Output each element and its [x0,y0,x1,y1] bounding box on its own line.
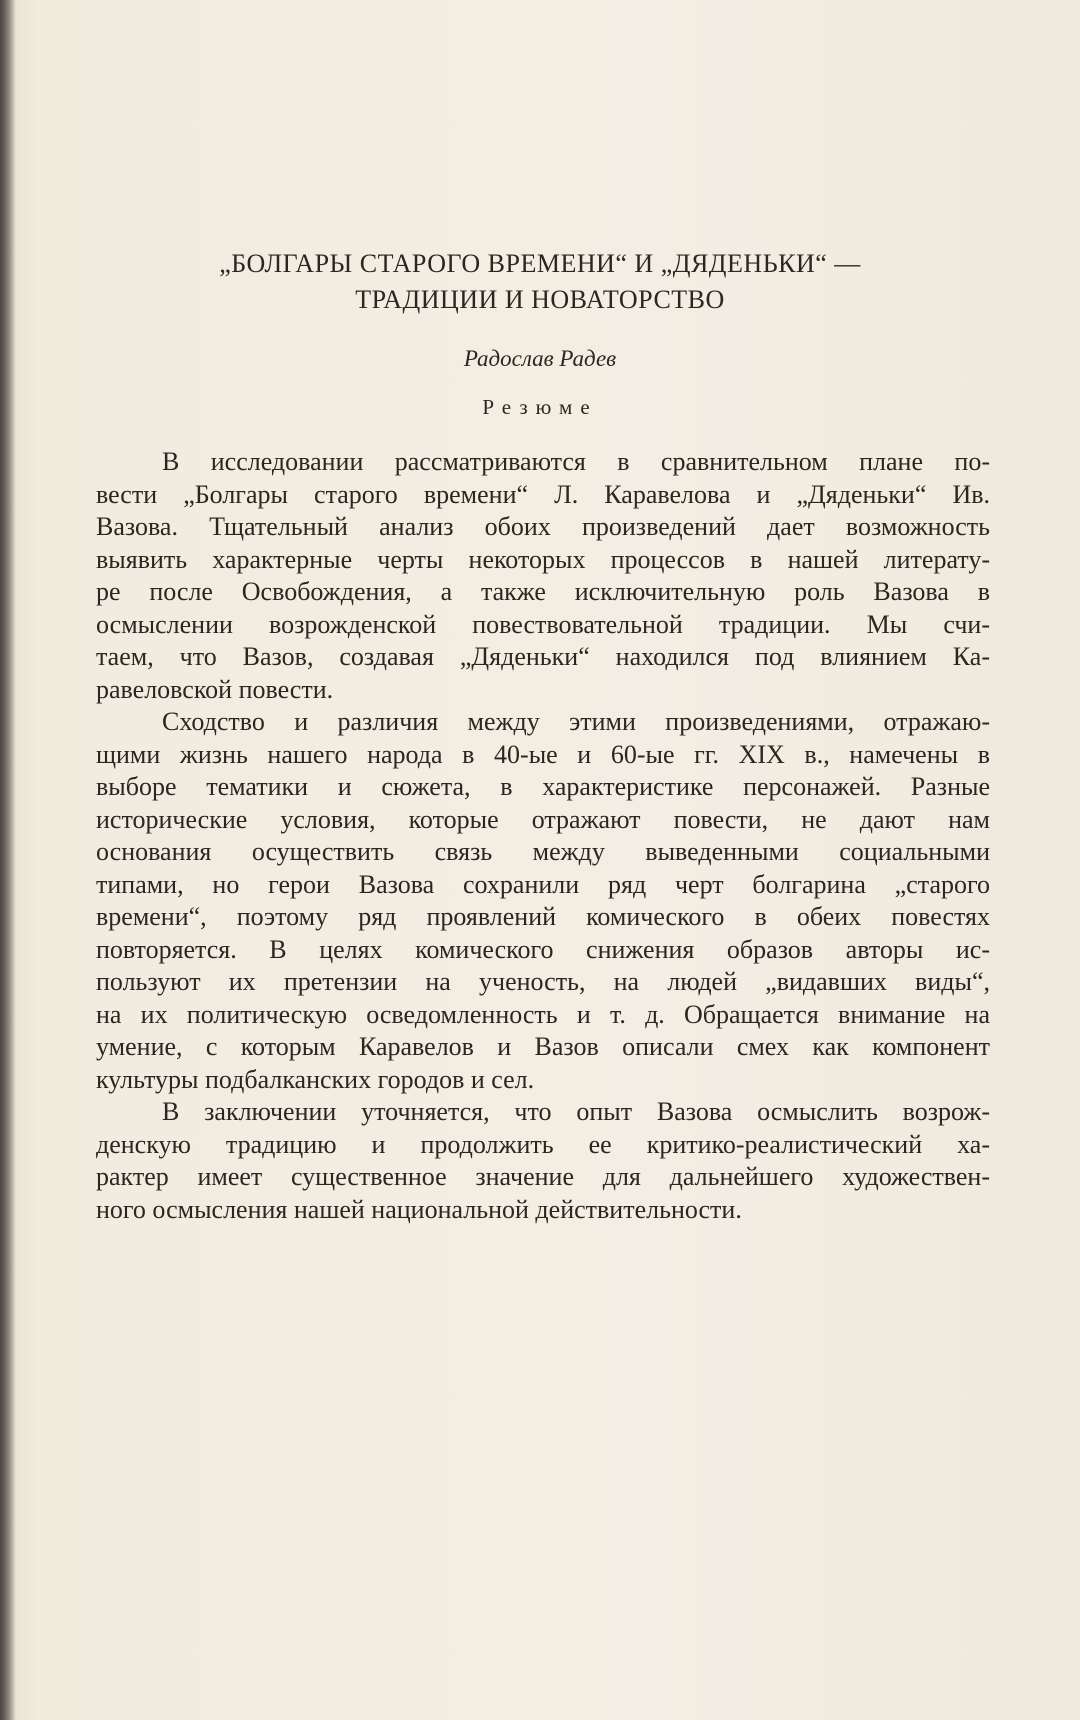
paragraph-line: умение, с которым Каравелов и Вазов описали смех как компонент [96,1032,990,1061]
paragraph-3 [96,1096,990,1226]
summary-body [90,446,990,1226]
paragraph-line: денскую традицию и продолжить ее критико-реалистический ха- [96,1129,990,1159]
paragraph-line: таем, что Вазов, создавая „Дяденьки“ находился под влиянием Ка- [96,642,990,671]
paragraph-line: выборе тематики и сюжета, в характеристике персонажей. Разные [96,772,990,801]
paragraph-2 [96,706,990,1096]
paragraph-line: пользуют их претензии на ученость, на людей „видавших виды“, [96,967,990,996]
paragraph-line: щими жизнь нашего народа в 40-ые и 60-ые гг. XIX в., намечены в [96,739,990,769]
paragraph-line: ного осмысления нашей национальной действительности. [96,1194,742,1224]
article-title [90,246,990,318]
paragraph-line: рактер имеет существенное значение для дальнейшего художествен- [96,1162,990,1191]
article [90,246,990,1226]
paragraph-line: вести „Болгары старого времени“ Л. Каравелова и „Дяденьки“ Ив. [96,479,990,509]
summary-heading: Резюме [482,395,598,419]
paragraph-line: ре после Освобождения, а также исключительную роль Вазова в [96,577,990,606]
title-line-1: „БОЛГАРЫ СТАРОГО ВРЕМЕНИ“ И „ДЯДЕНЬКИ“ — [219,249,861,278]
paragraph-line: В исследовании рассматриваются в сравнительном плане по- [162,447,990,476]
paragraph-line: В заключении уточняется, что опыт Вазова осмыслить возрож- [162,1097,990,1126]
paragraph-line: на их политическую осведомленность и т. д. Обращается внимание на [96,999,990,1029]
paragraph-line: равеловской повести. [96,674,334,704]
paragraph-line: повторяется. В целях комического снижения образов авторы ис- [96,934,990,964]
paragraph-line: типами, но герои Вазова сохранили ряд черт болгарина „старого [96,869,990,899]
paragraph-line: исторические условия, которые отражают повести, не дают нам [96,804,990,834]
title-line-2: ТРАДИЦИИ И НОВАТОРСТВО [355,285,725,314]
paragraph-line: культуры подбалканских городов и сел. [96,1064,535,1094]
author-name: Радослав Радев [463,346,617,371]
paragraph-line: осмыслении возрожденской повествовательной традиции. Мы счи- [96,609,990,639]
paragraph-line: выявить характерные черты некоторых процессов в нашей литерату- [96,544,990,574]
paragraph-line: времени“, поэтому ряд проявлений комического в обеих повестях [96,902,990,931]
paragraph-line: основания осуществить связь между выведенными социальными [96,837,990,866]
binding-edge [0,0,16,1720]
paragraph-1 [96,446,990,706]
paragraph-line: Вазова. Тщательный анализ обоих произведений дает возможность [96,512,990,541]
paragraph-line: Сходство и различия между этими произведениями, отражаю- [162,707,990,736]
